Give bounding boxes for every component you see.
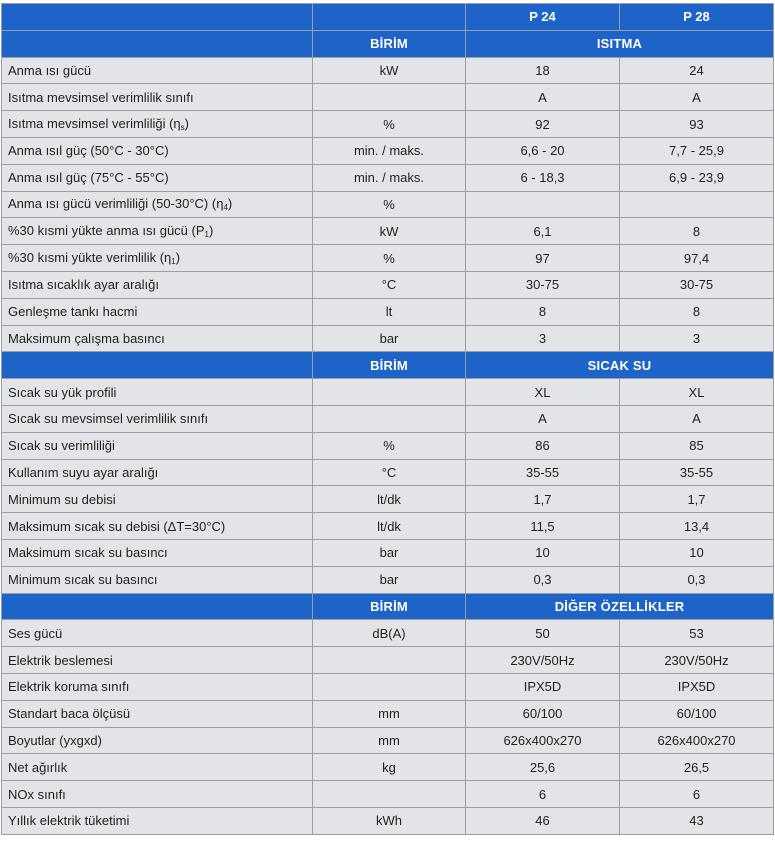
- spec-value-p28: A: [620, 405, 774, 432]
- spec-value-p24: 86: [466, 432, 620, 459]
- spec-value-p24: 1,7: [466, 486, 620, 513]
- spec-row: [2, 111, 774, 138]
- spec-unit: lt: [313, 298, 466, 325]
- spec-value-p28: 6: [620, 781, 774, 808]
- spec-unit: lt/dk: [313, 513, 466, 540]
- spec-row: [2, 781, 774, 808]
- spec-label: Minimum su debisi: [8, 491, 116, 507]
- spec-label: Kullanım suyu ayar aralığı: [8, 464, 159, 480]
- spec-row: [2, 486, 774, 513]
- spec-label: NOx sınıfı: [8, 786, 66, 802]
- spec-unit: bar: [313, 325, 466, 352]
- spec-label-subscript: 4: [223, 203, 228, 213]
- spec-unit: [313, 84, 466, 111]
- spec-row: [2, 432, 774, 459]
- spec-label: Sıcak su mevsimsel verimlilik sınıfı: [8, 411, 209, 427]
- spec-label-cell: [2, 647, 313, 674]
- spec-label-cell: [2, 298, 313, 325]
- spec-value-p24: 230V/50Hz: [466, 647, 620, 674]
- spec-value-p28: XL: [620, 379, 774, 406]
- section-unit-header: BİRİM: [313, 593, 466, 620]
- spec-row: [2, 754, 774, 781]
- spec-unit: °C: [313, 271, 466, 298]
- spec-label: Isıtma mevsimsel verimlilik sınıfı: [8, 89, 194, 105]
- spec-value-p28: 85: [620, 432, 774, 459]
- section-header-empty-cell: [2, 352, 313, 379]
- spec-value-p28: 97,4: [620, 245, 774, 272]
- spec-value-p28: 230V/50Hz: [620, 647, 774, 674]
- spec-label-cell: [2, 57, 313, 84]
- spec-unit: °C: [313, 459, 466, 486]
- spec-value-p28: 13,4: [620, 513, 774, 540]
- spec-unit: bar: [313, 566, 466, 593]
- spec-label: Maksimum sıcak su basıncı: [8, 545, 168, 561]
- spec-value-p28: 8: [620, 298, 774, 325]
- spec-unit: kg: [313, 754, 466, 781]
- spec-row: [2, 218, 774, 245]
- spec-value-p28: 10: [620, 539, 774, 566]
- spec-value-p28: 0,3: [620, 566, 774, 593]
- spec-label: %30 kısmi yükte anma ısı gücü (P: [8, 223, 205, 239]
- spec-value-p24: 11,5: [466, 513, 620, 540]
- spec-value-p24: [466, 191, 620, 218]
- spec-unit: %: [313, 111, 466, 138]
- spec-unit: dB(A): [313, 620, 466, 647]
- spec-label-cell: [2, 245, 313, 272]
- spec-row: [2, 566, 774, 593]
- spec-value-p28: 24: [620, 57, 774, 84]
- spec-label: Standart baca ölçüsü: [8, 706, 131, 722]
- spec-label-cell: [2, 137, 313, 164]
- model-header-p24: P 24: [466, 4, 620, 31]
- spec-label-cell: [2, 620, 313, 647]
- spec-label-cell: [2, 84, 313, 111]
- spec-label-subscript: s: [180, 123, 185, 133]
- spec-value-p24: 30-75: [466, 271, 620, 298]
- section-header-heating: [2, 30, 774, 57]
- spec-row: [2, 405, 774, 432]
- spec-value-p24: IPX5D: [466, 673, 620, 700]
- spec-unit: [313, 647, 466, 674]
- spec-row: [2, 727, 774, 754]
- spec-value-p24: 3: [466, 325, 620, 352]
- spec-value-p24: 0,3: [466, 566, 620, 593]
- model-header-p28: P 28: [620, 4, 774, 31]
- spec-value-p28: 7,7 - 25,9: [620, 137, 774, 164]
- spec-row: [2, 513, 774, 540]
- spec-label: Sıcak su verimliliği: [8, 438, 115, 454]
- spec-value-p28: A: [620, 84, 774, 111]
- spec-value-p24: 6,6 - 20: [466, 137, 620, 164]
- spec-label-end: ): [208, 223, 214, 239]
- spec-unit: lt/dk: [313, 486, 466, 513]
- specifications-table-body: [2, 4, 774, 835]
- spec-value-p24: 18: [466, 57, 620, 84]
- spec-value-p28: IPX5D: [620, 673, 774, 700]
- spec-value-p28: 626x400x270: [620, 727, 774, 754]
- spec-value-p24: 46: [466, 807, 620, 834]
- spec-label-cell: [2, 513, 313, 540]
- spec-unit: kW: [313, 218, 466, 245]
- spec-label-end: ): [175, 250, 181, 266]
- section-title: ISITMA: [466, 30, 774, 57]
- spec-label: Isıtma mevsimsel verimliliği (η: [8, 116, 181, 132]
- spec-value-p28: 60/100: [620, 700, 774, 727]
- spec-label: %30 kısmi yükte verimlilik (η: [8, 250, 172, 266]
- section-title: DİĞER ÖZELLİKLER: [466, 593, 774, 620]
- spec-label: Sıcak su yük profili: [8, 384, 117, 400]
- spec-unit: bar: [313, 539, 466, 566]
- spec-unit: mm: [313, 700, 466, 727]
- spec-value-p28: 30-75: [620, 271, 774, 298]
- spec-unit: [313, 673, 466, 700]
- section-header-other-features: [2, 593, 774, 620]
- spec-row: [2, 57, 774, 84]
- spec-unit: %: [313, 432, 466, 459]
- model-header-empty-cell: [313, 4, 466, 31]
- spec-value-p24: 92: [466, 111, 620, 138]
- section-title: SICAK SU: [466, 352, 774, 379]
- spec-value-p24: A: [466, 405, 620, 432]
- spec-label: Anma ısıl güç (75°C - 55°C): [8, 170, 169, 186]
- spec-row: [2, 298, 774, 325]
- section-header-empty-cell: [2, 593, 313, 620]
- spec-unit: %: [313, 191, 466, 218]
- spec-row: [2, 245, 774, 272]
- spec-label: Ses gücü: [8, 625, 63, 641]
- spec-label-cell: [2, 218, 313, 245]
- spec-label-end: ): [184, 116, 189, 132]
- spec-label-cell: [2, 379, 313, 406]
- spec-unit: min. / maks.: [313, 137, 466, 164]
- spec-label: Net ağırlık: [8, 759, 68, 775]
- spec-label-cell: [2, 807, 313, 834]
- spec-unit: min. / maks.: [313, 164, 466, 191]
- spec-label: Anma ısı gücü: [8, 62, 92, 78]
- spec-label: Isıtma sıcaklık ayar aralığı: [8, 277, 159, 293]
- spec-value-p24: 6 - 18,3: [466, 164, 620, 191]
- spec-value-p28: 43: [620, 807, 774, 834]
- section-header-empty-cell: [2, 30, 313, 57]
- spec-label-cell: [2, 405, 313, 432]
- spec-label-cell: [2, 754, 313, 781]
- spec-value-p28: 1,7: [620, 486, 774, 513]
- section-header-hot-water: [2, 352, 774, 379]
- spec-value-p24: XL: [466, 379, 620, 406]
- spec-label-cell: [2, 191, 313, 218]
- spec-value-p28: 93: [620, 111, 774, 138]
- spec-value-p24: 97: [466, 245, 620, 272]
- spec-label-cell: [2, 486, 313, 513]
- spec-value-p28: 26,5: [620, 754, 774, 781]
- spec-label-end: ): [227, 196, 233, 212]
- spec-row: [2, 84, 774, 111]
- model-header-empty-cell: [2, 4, 313, 31]
- spec-label-cell: [2, 432, 313, 459]
- spec-label-cell: [2, 111, 313, 138]
- spec-label: Anma ısı gücü verimliliği (50-30°C) (η: [8, 196, 224, 212]
- spec-row: [2, 647, 774, 674]
- spec-value-p28: 53: [620, 620, 774, 647]
- spec-value-p24: 10: [466, 539, 620, 566]
- spec-label: Anma ısıl güç (50°C - 30°C): [8, 143, 169, 159]
- spec-label-cell: [2, 539, 313, 566]
- spec-label: Boyutlar (yxgxd): [8, 732, 102, 748]
- spec-label: Elektrik koruma sınıfı: [8, 679, 130, 695]
- spec-label-cell: [2, 325, 313, 352]
- spec-label-cell: [2, 700, 313, 727]
- section-unit-header: BİRİM: [313, 30, 466, 57]
- spec-value-p24: 25,6: [466, 754, 620, 781]
- spec-row: [2, 700, 774, 727]
- spec-row: [2, 164, 774, 191]
- spec-row: [2, 539, 774, 566]
- spec-value-p24: A: [466, 84, 620, 111]
- spec-label-cell: [2, 673, 313, 700]
- spec-label: Maksimum çalışma basıncı: [8, 330, 165, 346]
- spec-unit: mm: [313, 727, 466, 754]
- spec-value-p28: 8: [620, 218, 774, 245]
- spec-unit: kWh: [313, 807, 466, 834]
- spec-row: [2, 459, 774, 486]
- spec-unit: [313, 405, 466, 432]
- spec-label-subscript: 1: [204, 230, 209, 240]
- specifications-table: [1, 3, 774, 835]
- spec-value-p24: 35-55: [466, 459, 620, 486]
- spec-value-p24: 50: [466, 620, 620, 647]
- spec-value-p24: 6: [466, 781, 620, 808]
- spec-unit: %: [313, 245, 466, 272]
- spec-value-p28: [620, 191, 774, 218]
- spec-value-p24: 6,1: [466, 218, 620, 245]
- spec-value-p28: 3: [620, 325, 774, 352]
- spec-label: Maksimum sıcak su debisi (ΔT=30°C): [8, 518, 226, 534]
- spec-label-cell: [2, 566, 313, 593]
- spec-label-cell: [2, 781, 313, 808]
- spec-label: Yıllık elektrik tüketimi: [8, 813, 130, 829]
- spec-label-cell: [2, 271, 313, 298]
- spec-row: [2, 807, 774, 834]
- spec-label-subscript: 1: [171, 257, 176, 267]
- spec-value-p28: 6,9 - 23,9: [620, 164, 774, 191]
- spec-row: [2, 191, 774, 218]
- spec-label: Minimum sıcak su basıncı: [8, 572, 158, 588]
- spec-row: [2, 620, 774, 647]
- spec-row: [2, 379, 774, 406]
- spec-row: [2, 325, 774, 352]
- section-unit-header: BİRİM: [313, 352, 466, 379]
- spec-value-p24: 626x400x270: [466, 727, 620, 754]
- model-header-row: [2, 4, 774, 31]
- spec-row: [2, 137, 774, 164]
- spec-label-cell: [2, 459, 313, 486]
- spec-unit: [313, 379, 466, 406]
- spec-row: [2, 673, 774, 700]
- spec-value-p28: 35-55: [620, 459, 774, 486]
- spec-value-p24: 60/100: [466, 700, 620, 727]
- spec-value-p24: 8: [466, 298, 620, 325]
- spec-unit: [313, 781, 466, 808]
- spec-label: Genleşme tankı hacmi: [8, 304, 138, 320]
- spec-row: [2, 271, 774, 298]
- spec-label-cell: [2, 727, 313, 754]
- spec-label-cell: [2, 164, 313, 191]
- spec-label: Elektrik beslemesi: [8, 652, 113, 668]
- spec-unit: kW: [313, 57, 466, 84]
